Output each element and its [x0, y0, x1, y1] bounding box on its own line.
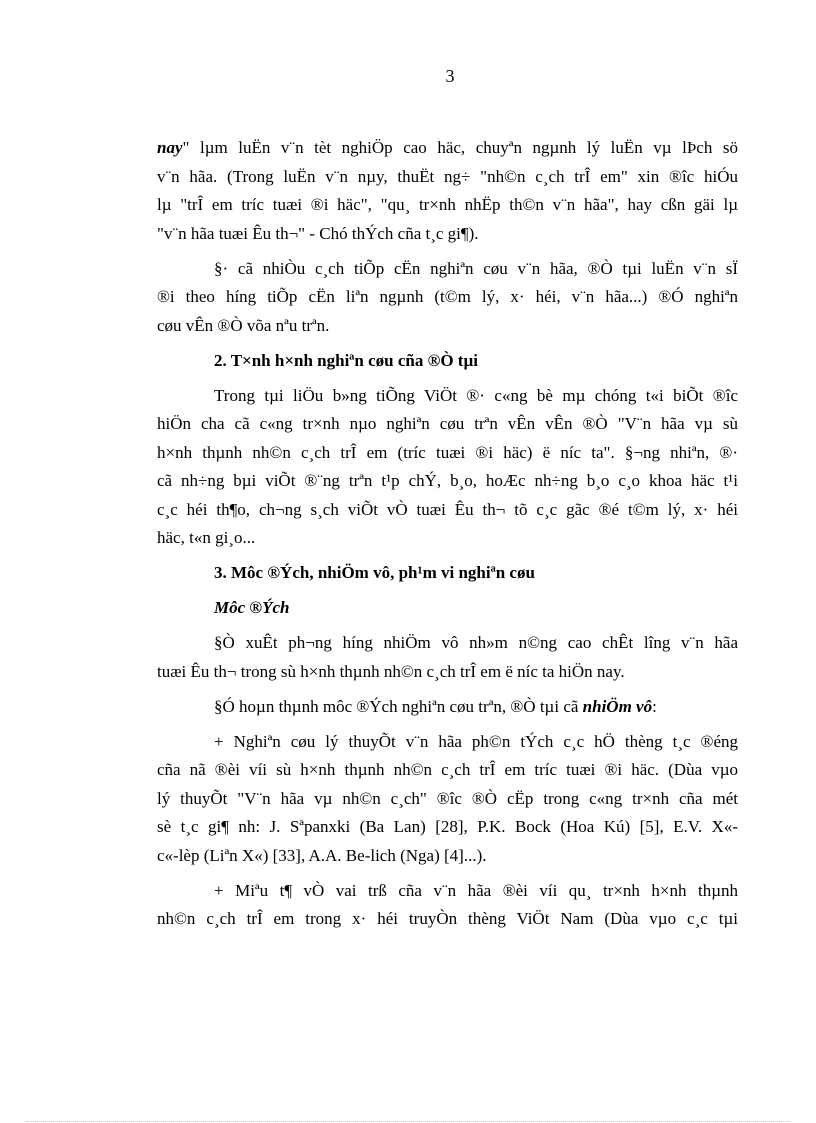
- text-line: cøu vÊn ®Ò võa nªu trªn.: [157, 315, 330, 335]
- paragraph-task-2: [157, 877, 738, 934]
- text-line: [157, 134, 738, 163]
- text-line: sè t¸c gi¶ nh: J. Sªpanxki (Ba Lan) [28], P.K. Bock (Hoa Kú) [5], E.V. X«-: [157, 817, 738, 836]
- paragraph-task-1: [157, 728, 738, 871]
- tasks-intro-text: §Ó hoµn thµnh môc ®Ých nghiªn cøu trªn, ®Ò tµi cã: [214, 696, 583, 716]
- section-heading-3: 3. Môc ®Ých, nhiÖm vô, ph¹m vi nghiªn cøu: [214, 563, 535, 582]
- text-line: cña nã ®èi víi sù h×nh thµnh nh©n c¸ch trÎ em tríc tuæi ®i häc. (Dùa vµo: [157, 760, 738, 779]
- subheading-purpose: Môc ®Ých: [214, 598, 290, 617]
- text-line: häc, t«n gi¸o...: [157, 528, 256, 547]
- text-line: c«-lèp (Liªn X«) [33], A.A. Be-lich (Nga) [4]...).: [157, 845, 487, 865]
- text-line: nh©n c¸ch trÎ em trong x· héi truyÒn thèng ViÖt Nam (Dùa vµo c¸c tµi: [157, 909, 738, 928]
- paragraph-tasks-intro: [157, 693, 738, 722]
- line-rest: " lµm luËn v¨n tèt nghiÖp cao häc, chuyªn ngµnh lý luËn vµ lÞch sö: [182, 138, 738, 157]
- document-body: [157, 134, 738, 940]
- text-line: c¸c héi th¶o, ch¬ng s¸ch viÕt vÒ tuæi Êu th¬ tõ c¸c gãc ®é t©m lý, x· héi: [157, 499, 738, 519]
- text-line: lý thuyÕt "V¨n hãa vµ nh©n c¸ch" ®îc ®Ò cËp trong c«ng tr×nh cña mét: [157, 788, 738, 808]
- text-line: + Nghiªn cøu lý thuyÕt v¨n hãa ph©n tÝch c¸c hÖ thèng t¸c ®éng: [214, 731, 738, 751]
- text-line: v¨n hãa. (Trong luËn v¨n nµy, thuËt ng÷ "nh©n c¸ch trÎ em" xin ®îc hiÓu: [157, 166, 738, 186]
- text-line: [157, 693, 738, 722]
- tasks-intro-tail: :: [652, 696, 657, 716]
- page-bottom-divider: [26, 1121, 790, 1122]
- text-line: lµ "trÎ em tríc tuæi ®i häc", "qu¸ tr×nh nhËp th©n v¨n hãa", hay cßn gäi lµ: [157, 195, 738, 214]
- text-line: §Ò xuÊt ph¬ng híng nhiÖm vô nh»m n©ng cao chÊt lîng v¨n hãa: [214, 633, 738, 652]
- paragraph-purpose: [157, 629, 738, 686]
- paragraph-thesis-note: [157, 134, 738, 248]
- text-line: h×nh thµnh nh©n c¸ch trÎ em (tríc tuæi ®i häc) ë níc ta". §¬ng nhiªn, ®·: [157, 442, 738, 462]
- text-line: + Miªu t¶ vÒ vai trß cña v¨n hãa ®èi víi qu¸ tr×nh h×nh thµnh: [214, 880, 738, 900]
- text-line: tuæi Êu th¬ trong sù h×nh thµnh nh©n c¸ch trÎ em ë níc ta hiÖn nay.: [157, 661, 625, 681]
- emphasis-nay: nay: [157, 138, 183, 157]
- paragraph-approach: [157, 255, 738, 341]
- paragraph-research-status: [157, 382, 738, 553]
- text-line: "v¨n hãa tuæi Êu th¬" - Chó thÝch cña t¸c gi¶).: [157, 223, 479, 243]
- page-number: 3: [445, 66, 455, 86]
- text-line: ®i theo híng tiÕp cËn liªn ngµnh (t©m lý, x· héi, v¨n hãa...) ®Ó nghiªn: [157, 287, 738, 306]
- text-line: cã nh÷ng bµi viÕt ®¨ng trªn t¹p chÝ, b¸o, hoÆc nh÷ng b¸o c¸o khoa häc t¹i: [157, 471, 738, 490]
- text-line: hiÖn cha cã c«ng tr×nh nµo nghiªn cøu trªn vÊn vÊn ®Ò "V¨n hãa vµ sù: [157, 414, 738, 433]
- section-heading-2: 2. T×nh h×nh nghiªn cøu cña ®Ò tµi: [214, 350, 478, 370]
- emphasis-tasks: nhiÖm vô: [582, 696, 653, 716]
- text-line: §· cã nhiÒu c¸ch tiÕp cËn nghiªn cøu v¨n hãa, ®Ò tµi luËn v¨n sÏ: [214, 258, 738, 278]
- text-line: Trong tµi liÖu b»ng tiÕng ViÖt ®· c«ng bè mµ chóng t«i biÕt ®îc: [214, 385, 738, 405]
